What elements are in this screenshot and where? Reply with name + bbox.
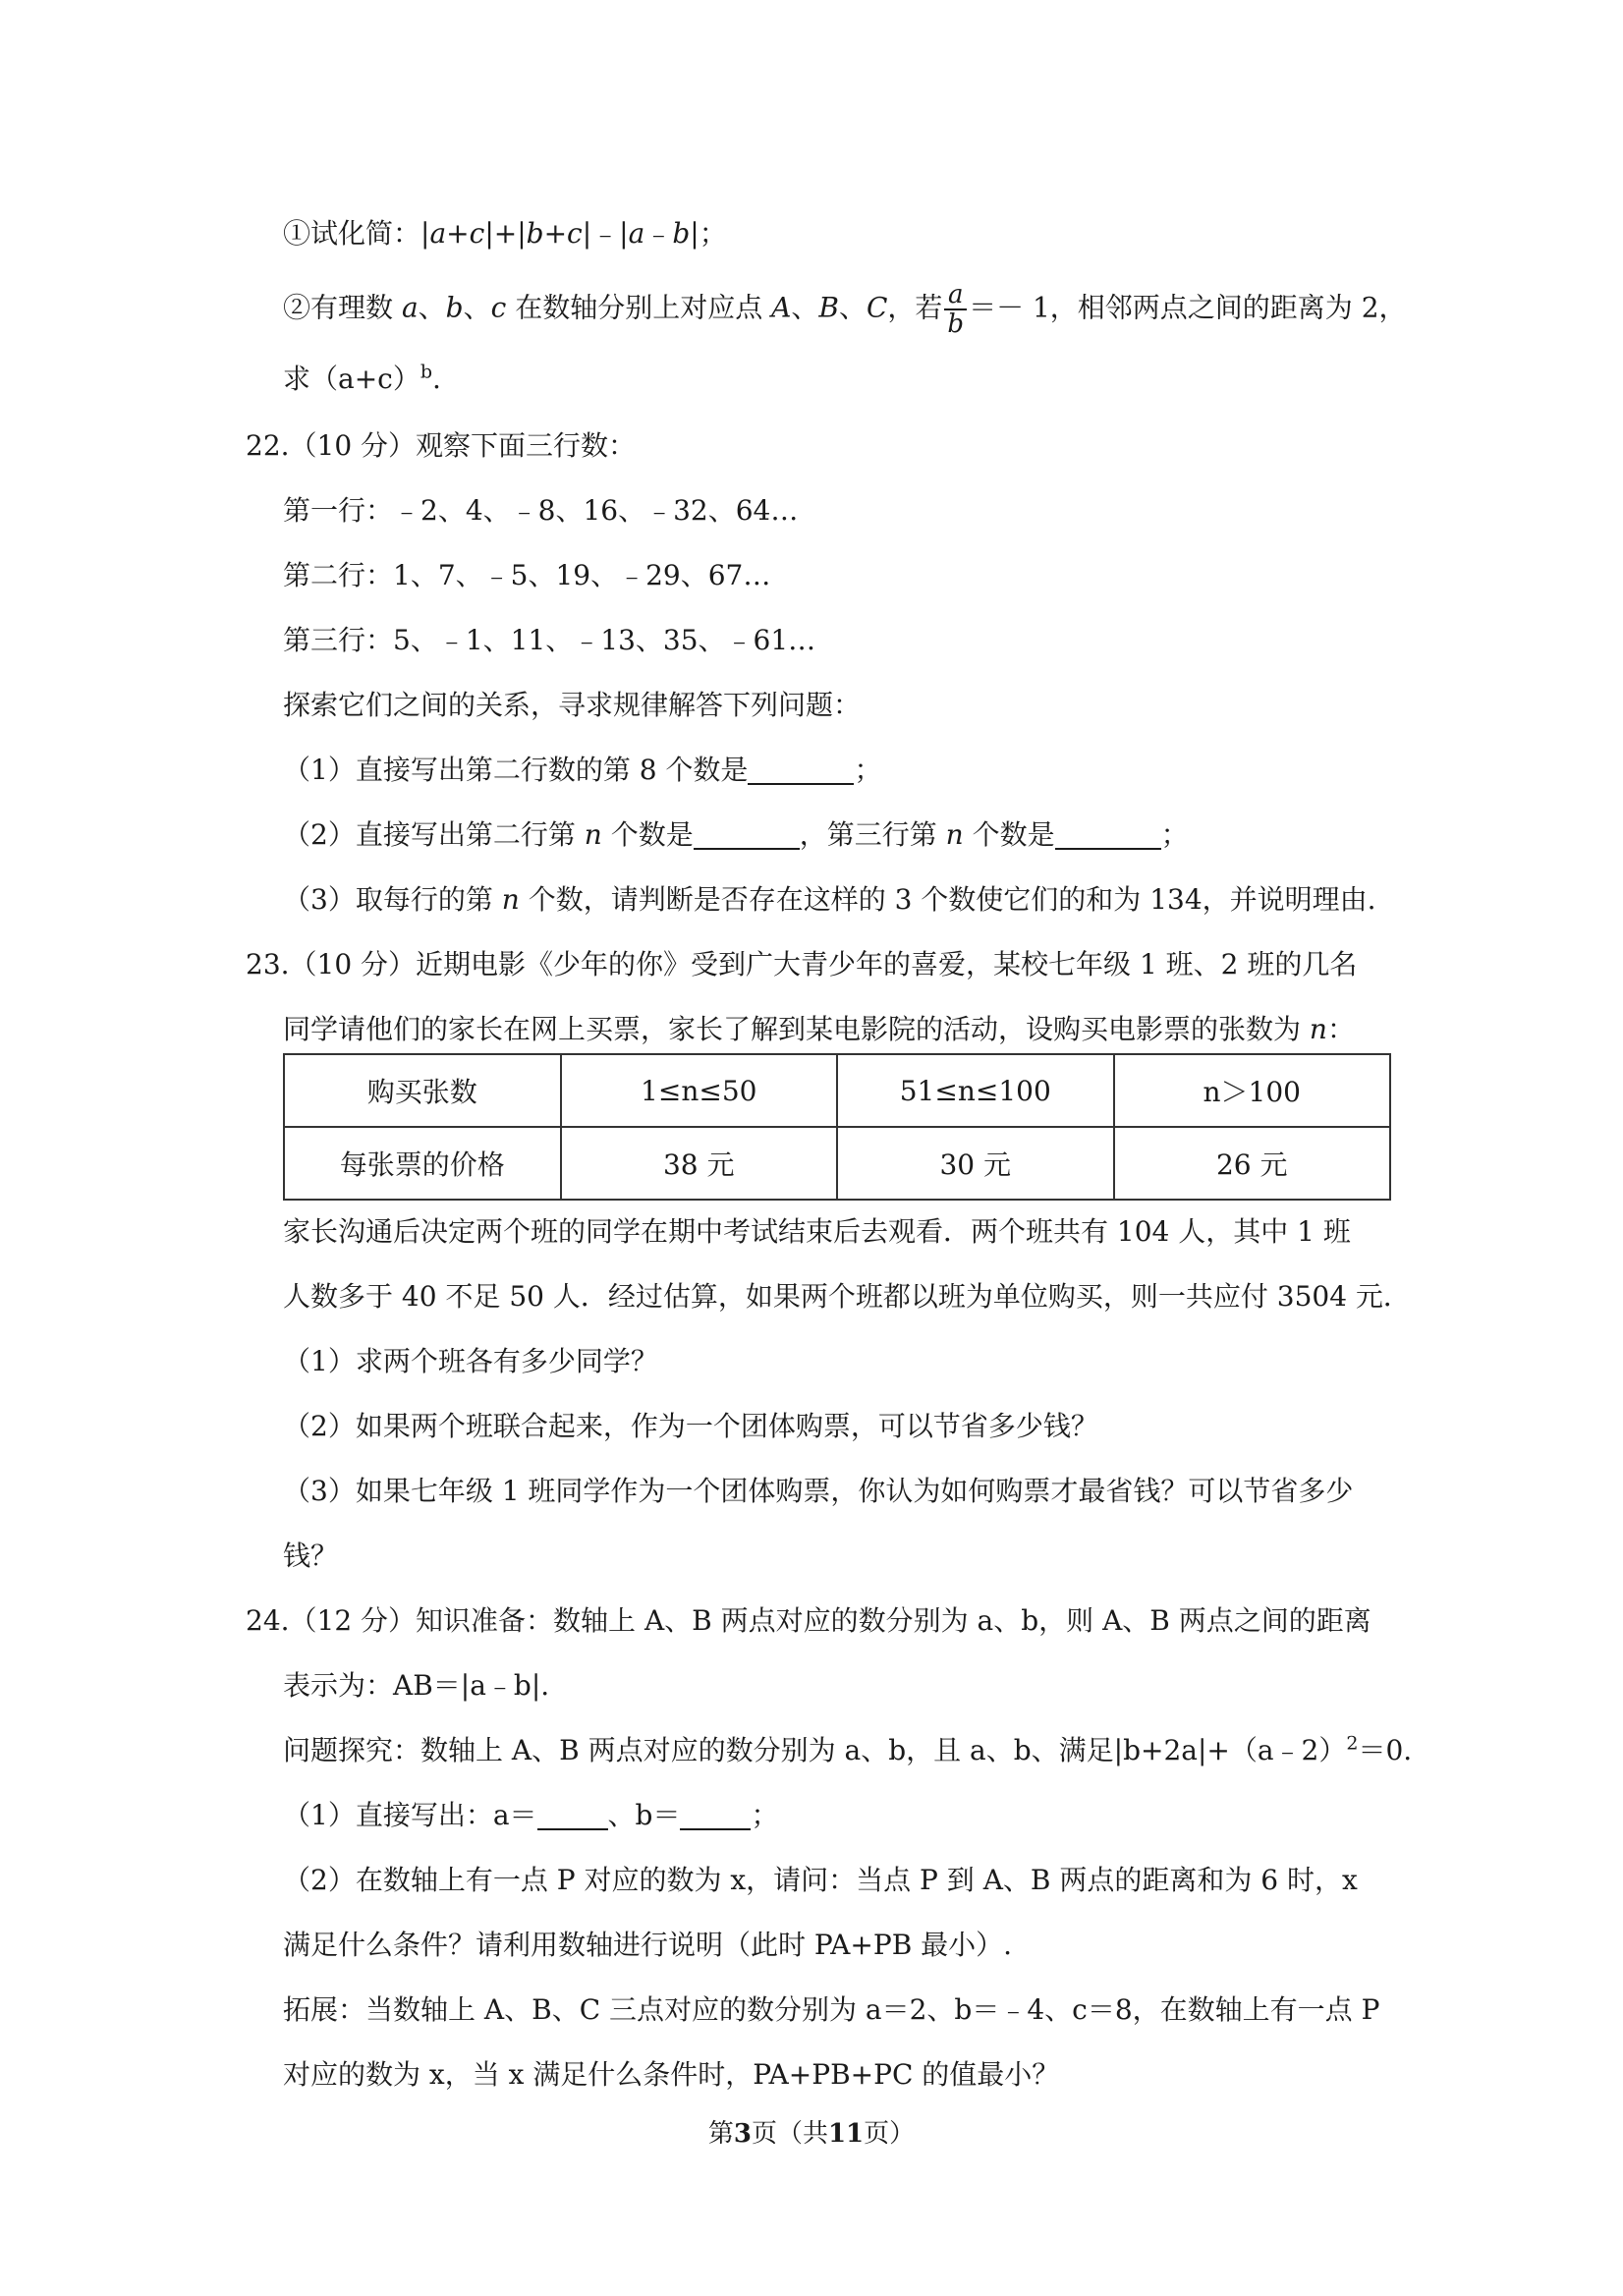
answer-blank[interactable]: [748, 756, 854, 785]
q24-header: 24.（12 分）知识准备：数轴上 A、B 两点对应的数分别为 a、b，则 A、B 两点之间的距离: [246, 1604, 1371, 1637]
q22-sub2: （2）直接写出第二行第 n 个数是 ，第三行第 n 个数是 ；: [283, 818, 1189, 851]
q24-sub2-cont: 满足什么条件？请利用数轴进行说明（此时 PA+PB 最小）.: [283, 1929, 1013, 1961]
answer-blank[interactable]: [680, 1801, 751, 1830]
answer-blank[interactable]: [537, 1801, 608, 1830]
q24-extension: 拓展：当数轴上 A、B、C 三点对应的数分别为 a＝2、b＝﹣4、c＝8，在数轴上有一点 P: [283, 1993, 1380, 2026]
table-cell: 51≤n≤100: [837, 1054, 1114, 1127]
table-cell: 30 元: [837, 1127, 1114, 1200]
table-cell: 1≤n≤50: [561, 1054, 838, 1127]
answer-blank[interactable]: [694, 820, 800, 850]
fraction-a-over-b: $\frac{a}{b}$: [944, 281, 967, 338]
q23-para1: 家长沟通后决定两个班的同学在期中考试结束后去观看．两个班共有 104 人，其中 1 班: [283, 1215, 1351, 1248]
q23-para2: 人数多于 40 不足 50 人．经过估算，如果两个班都以班为单位购买，则一共应付 3504 元．: [283, 1280, 1411, 1313]
q24-line2: 表示为：AB＝|a﹣b|.: [283, 1669, 550, 1702]
q23-line2: 同学请他们的家长在网上买票，家长了解到某电影院的活动，设购买电影票的张数为 n：: [283, 1013, 1355, 1045]
q23-sub2: （2）如果两个班联合起来，作为一个团体购票，可以节省多少钱？: [283, 1410, 1098, 1442]
q23-sub1: （1）求两个班各有多少同学？: [283, 1345, 658, 1377]
q21-part2: ②有理数 a、b、c 在数轴分别上对应点 A、B、C，若 $\frac{a}{b}$ ＝－ 1，相邻两点之间的距离为 2，: [283, 280, 1407, 339]
q22-sub3: （3）取每行的第 n 个数，请判断是否存在这样的 3 个数使它们的和为 134，并说明理由.: [283, 883, 1376, 916]
q24-extension-cont: 对应的数为 x，当 x 满足什么条件时，PA+PB+PC 的值最小？: [283, 2058, 1060, 2091]
q22-row3: 第三行：5、﹣1、11、﹣13、35、﹣61…: [283, 624, 816, 656]
q23-header: 23.（10 分）近期电影《少年的你》受到广大青少年的喜爱，某校七年级 1 班、2 班的几名: [246, 948, 1358, 980]
table-row: [284, 1127, 1390, 1200]
table-cell: n＞100: [1114, 1054, 1391, 1127]
q22-row1: 第一行：﹣2、4、﹣8、16、﹣32、64…: [283, 494, 799, 527]
ticket-price-table: [283, 1053, 1391, 1201]
table-cell: 每张票的价格: [284, 1127, 561, 1200]
q23-sub3-cont: 钱？: [283, 1540, 339, 1572]
q21-part1: ①试化简：|a+c|+|b+c|﹣|a﹣b|；: [283, 217, 727, 250]
q24-sub1: （1）直接写出：a＝ 、b＝ ；: [283, 1799, 779, 1831]
answer-blank[interactable]: [1055, 820, 1161, 850]
q23-sub3: （3）如果七年级 1 班同学作为一个团体购票，你认为如何购票才最省钱？可以节省多少: [283, 1475, 1354, 1507]
q22-header: 22.（10 分）观察下面三行数：: [246, 429, 637, 462]
table-cell: 38 元: [561, 1127, 838, 1200]
q22-row2: 第二行：1、7、﹣5、19、﹣29、67…: [283, 559, 771, 591]
q22-sub1: （1）直接写出第二行数的第 8 个数是 ；: [283, 754, 882, 786]
q22-instruction: 探索它们之间的关系，寻求规律解答下列问题：: [283, 689, 862, 721]
page-footer: 第3页（共11页）: [707, 2119, 916, 2149]
table-row: [284, 1054, 1390, 1127]
table-cell: 购买张数: [284, 1054, 561, 1127]
q21-part2-ask: 求$(a+c)^b$.: [283, 361, 441, 395]
q24-sub2: （2）在数轴上有一点 P 对应的数为 x，请问：当点 P 到 A、B 两点的距离和为 6 时，x: [283, 1864, 1358, 1896]
table-cell: 26 元: [1114, 1127, 1391, 1200]
q24-problem: 问题探究：数轴上 A、B 两点对应的数分别为 a、b，且 a、b、满足|b+2a|+（a﹣2）$^2$＝0.: [283, 1732, 1413, 1766]
